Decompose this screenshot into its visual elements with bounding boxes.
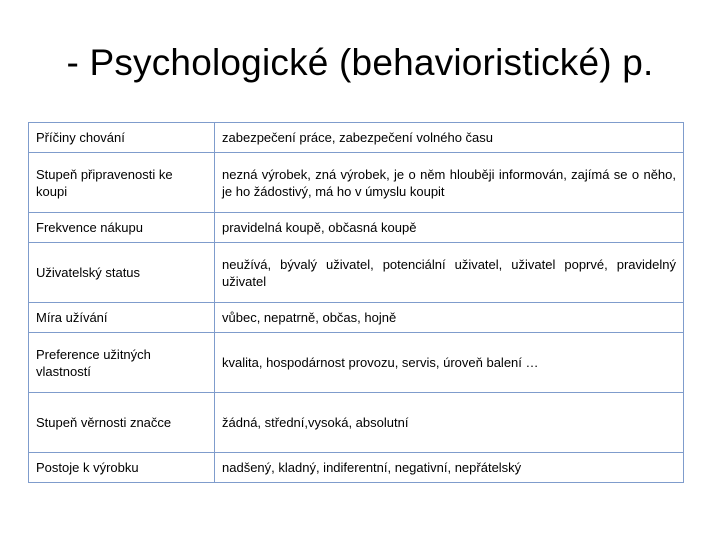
row-value: neužívá, bývalý uživatel, potenciální uživatel, uživatel poprvé, pravidelný uživatel <box>215 243 684 303</box>
row-value: pravidelná koupě, občasná koupě <box>215 213 684 243</box>
row-label: Postoje k výrobku <box>29 453 215 483</box>
table-row <box>29 213 684 243</box>
row-label: Míra užívání <box>29 303 215 333</box>
row-value: zabezpečení práce, zabezpečení volného času <box>215 123 684 153</box>
row-value: žádná, střední,vysoká, absolutní <box>215 393 684 453</box>
row-value: nadšený, kladný, indiferentní, negativní, nepřátelský <box>215 453 684 483</box>
segmentation-table <box>28 122 684 483</box>
row-value: vůbec, nepatrně, občas, hojně <box>215 303 684 333</box>
table-row <box>29 153 684 213</box>
row-label: Preference užitných vlastností <box>29 333 215 393</box>
table-row <box>29 453 684 483</box>
row-label: Příčiny chování <box>29 123 215 153</box>
row-label: Stupeň připravenosti ke koupi <box>29 153 215 213</box>
row-label: Uživatelský status <box>29 243 215 303</box>
row-label: Frekvence nákupu <box>29 213 215 243</box>
table-row <box>29 243 684 303</box>
row-value: nezná výrobek, zná výrobek, je o něm hlouběji informován, zajímá se o něho, je ho žádostivý, má ho v úmyslu koupit <box>215 153 684 213</box>
table-row <box>29 333 684 393</box>
row-label: Stupeň věrnosti značce <box>29 393 215 453</box>
table-row <box>29 393 684 453</box>
slide-title: - Psychologické (behavioristické) p. <box>66 42 654 83</box>
table-row <box>29 123 684 153</box>
table-row <box>29 303 684 333</box>
row-value: kvalita, hospodárnost provozu, servis, úroveň balení … <box>215 333 684 393</box>
